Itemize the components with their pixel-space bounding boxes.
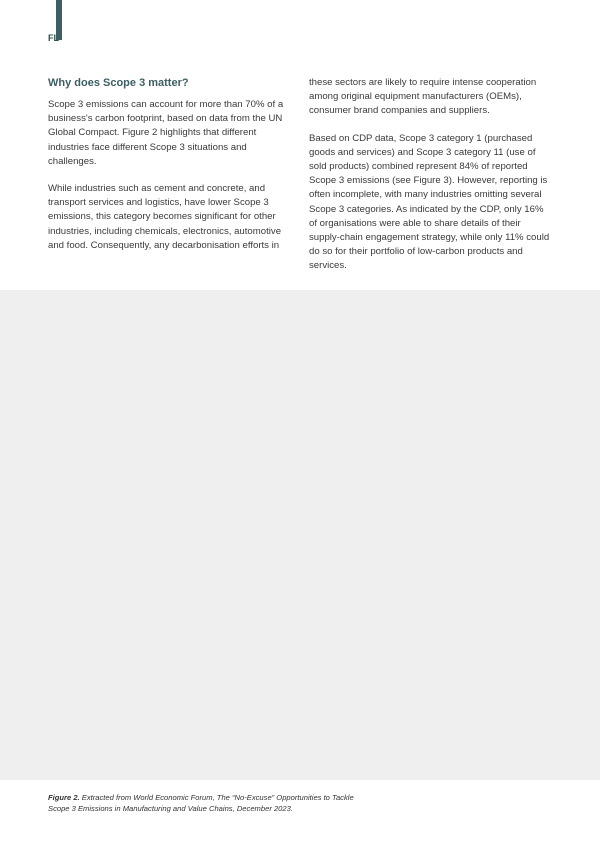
paragraph: these sectors are likely to require intense cooperation among original equipment manufacturers (OEMs), consumer brand companies and suppliers. [309,77,537,117]
paragraph: Scope 3 emissions can account for more than 70% of a business's carbon footprint, based on data from the UN Global Compact. Figure 2 highlights that different industries face different Scope 3 situations and challenges. [48,99,284,167]
caption-text: Extracted from World Economic Forum, The “No-Excuse” Opportunities to Tackle Scope 3 Emissions in Manufacturing and Value Chains, December 2023. [48,793,354,813]
paragraph: Based on CDP data, Scope 3 category 1 (purchased goods and services) and Scope 3 category 11 (use of sold products) combined represent 84% of reported Scope 3 emissions (see Figure 3). However, reporting is often incomplete, with many industries omitting several Scope 3 categories. As indicated by the CDP, only 16% of organisations were able to share details of their supply-chain engagement strategy, while only 11% could do so for their portfolio of low-carbon products and services. [309,132,550,272]
right-column [309,76,554,287]
left-column [48,76,288,266]
paragraph: While industries such as cement and concrete, and transport services and logistics, have lower Scope 3 emissions, this category becomes significant for other industries, including chemicals, electronics, automotive and food. Consequently, any decarbonisation efforts in [48,183,282,251]
figure-caption [48,792,368,814]
caption-label: Figure 2. [48,793,80,802]
section-heading: Why does Scope 3 matter? [48,77,189,89]
logo: FL [48,33,59,43]
figure-placeholder [0,290,600,780]
